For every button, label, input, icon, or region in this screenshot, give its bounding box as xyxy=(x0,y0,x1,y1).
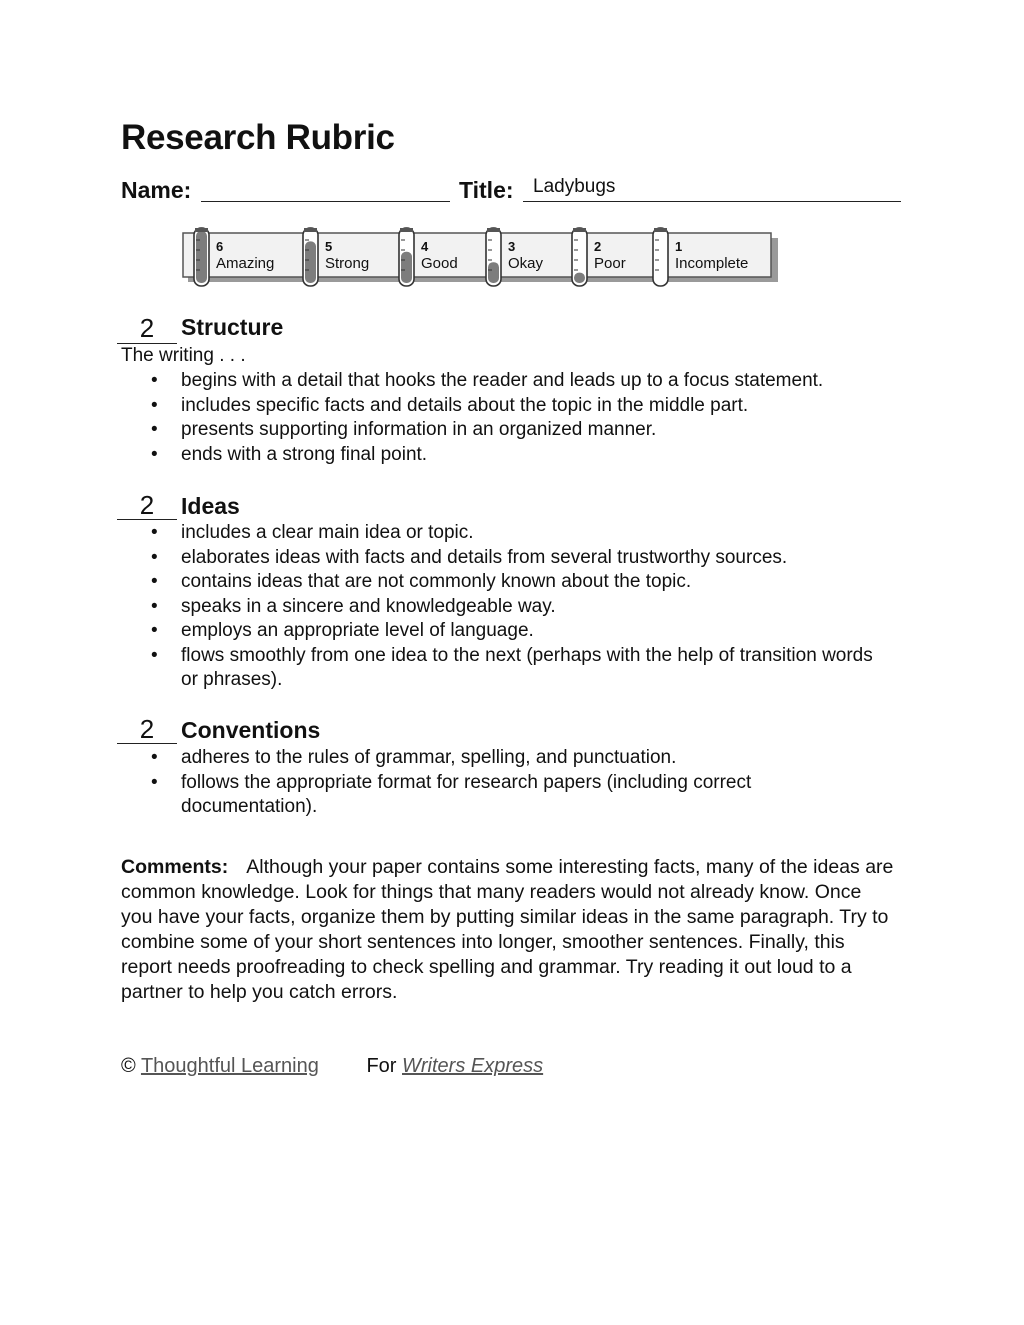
list-item: • speaks in a sincere and knowledgeable way. xyxy=(121,595,881,620)
list-item: • flows smoothly from one idea to the next (perhaps with the help of transition words or phrases). xyxy=(121,644,881,693)
ideas-score-line xyxy=(117,519,177,520)
footer xyxy=(121,1055,543,1078)
scale-number: 2 xyxy=(594,239,602,254)
list-item: • adheres to the rules of grammar, spelling, and punctuation. xyxy=(121,746,881,771)
ideas-list xyxy=(121,521,881,693)
list-item: • elaborates ideas with facts and details from several trustworthy sources. xyxy=(121,546,881,571)
list-item: • employs an appropriate level of language. xyxy=(121,619,881,644)
list-item: • includes a clear main idea or topic. xyxy=(121,521,881,546)
list-item: • presents supporting information in an organized manner. xyxy=(121,418,881,443)
test-tube-icon xyxy=(653,228,668,286)
test-tube-rim xyxy=(654,228,667,232)
test-tube-rim xyxy=(573,228,586,232)
test-tube-rim xyxy=(195,228,208,232)
test-tube-fill xyxy=(488,262,499,283)
title-value[interactable]: Ladybugs xyxy=(533,176,616,197)
test-tube-rim xyxy=(304,228,317,232)
test-tube-fill xyxy=(574,273,585,283)
scale-number: 6 xyxy=(216,239,224,254)
list-item: • contains ideas that are not commonly known about the topic. xyxy=(121,570,881,595)
structure-score-line xyxy=(117,343,177,344)
scale-label: Okay xyxy=(508,255,544,272)
scale-label: Good xyxy=(421,255,458,272)
scale-label: Incomplete xyxy=(675,255,749,272)
conventions-heading: Conventions xyxy=(181,717,321,743)
comments-text: Although your paper contains some interesting facts, many of the ideas are common knowledge. Look for things that many readers would not already know. Once you have your facts, organize them by putting similar ideas in the same paragraph. Try to combine some of your short sentences into longer, smoother sentences. Finally, this report needs proofreading to check spelling and grammar. Try reading it out loud to a partner to help you catch errors. xyxy=(121,856,894,1003)
list-item: • follows the appropriate format for research papers (including correct documentation). xyxy=(121,771,881,820)
structure-heading: Structure xyxy=(181,314,284,340)
conventions-score: 2 xyxy=(139,714,155,744)
test-tube-rim xyxy=(487,228,500,232)
publisher-link[interactable]: Thoughtful Learning xyxy=(140,1055,319,1077)
scale-number: 3 xyxy=(508,239,516,254)
name-label: Name: xyxy=(121,177,192,203)
test-tube-fill xyxy=(401,252,412,283)
scale-label: Amazing xyxy=(216,255,275,272)
rating-scale xyxy=(182,226,782,290)
scale-number: 5 xyxy=(325,239,333,254)
scale-number: 4 xyxy=(421,239,429,254)
structure-list xyxy=(121,369,881,467)
structure-score: 2 xyxy=(139,313,155,343)
title-field-line xyxy=(523,201,901,202)
scale-number: 1 xyxy=(675,239,683,254)
conventions-score-line xyxy=(117,743,177,744)
comments-label: Comments: xyxy=(121,856,229,878)
page-title: Research Rubric xyxy=(121,118,395,157)
book-link[interactable]: Writers Express xyxy=(402,1055,544,1077)
ideas-score: 2 xyxy=(139,490,155,520)
conventions-list xyxy=(121,746,881,820)
scale-label: Poor xyxy=(594,255,626,272)
list-item: • ends with a strong final point. xyxy=(121,443,881,468)
test-tube-rim xyxy=(400,228,413,232)
test-tube-fill xyxy=(305,241,316,283)
list-item: • begins with a detail that hooks the reader and leads up to a focus statement. xyxy=(121,369,881,394)
test-tube-fill xyxy=(196,231,207,283)
title-label: Title: xyxy=(459,177,514,203)
for-text: For xyxy=(366,1055,397,1077)
structure-intro: The writing . . . xyxy=(121,345,246,366)
comments-block xyxy=(121,855,896,1005)
copyright-symbol: © xyxy=(121,1055,136,1077)
name-field-line xyxy=(201,201,450,202)
list-item: • includes specific facts and details about the topic in the middle part. xyxy=(121,394,881,419)
ideas-heading: Ideas xyxy=(181,493,240,519)
scale-label: Strong xyxy=(325,255,370,272)
